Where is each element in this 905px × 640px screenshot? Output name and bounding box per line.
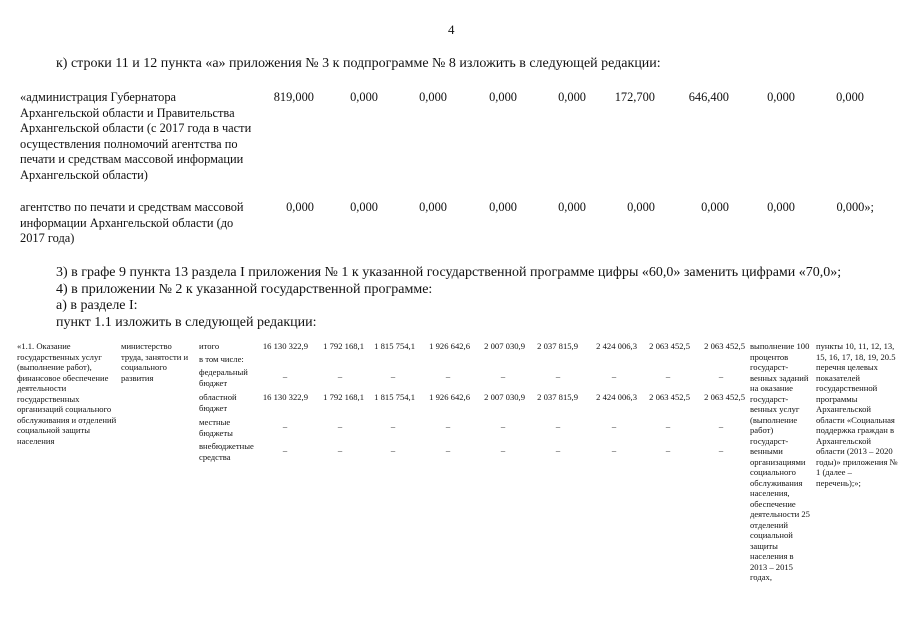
- program-value: –: [555, 445, 561, 455]
- paragraph-k: к) строки 11 и 12 пункта «а» приложения № 3 к подпрограмме № 8 изложить в следующей редакции:: [56, 56, 661, 71]
- table1-row-1-value-3: 0,000: [419, 90, 447, 104]
- program-value: 16 130 322,9: [262, 392, 308, 402]
- program-value: 2 063 452,5: [704, 341, 745, 351]
- program-value: –: [282, 421, 288, 431]
- paragraph-4: 4) в приложении № 2 к указанной государственной программе:: [56, 282, 433, 297]
- table1-row-1-value-8: 0,000: [767, 90, 795, 104]
- program-value: 1 792 168,1: [323, 392, 364, 402]
- program-value: –: [500, 371, 506, 381]
- table1-row-2-value-5: 0,000: [558, 200, 586, 214]
- source-label: в том числе:: [199, 354, 244, 364]
- table1-row-1-value-4: 0,000: [489, 90, 517, 104]
- program-value: 2 007 030,9: [484, 392, 525, 402]
- program-value: –: [555, 421, 561, 431]
- program-value: –: [390, 371, 396, 381]
- program-value: –: [337, 421, 343, 431]
- program-value: 1 926 642,6: [429, 341, 470, 351]
- program-value: –: [445, 445, 451, 455]
- program-value: 1 926 642,6: [429, 392, 470, 402]
- program-value: 2 063 452,5: [704, 392, 745, 402]
- source-label: внебюджетные средства: [199, 441, 254, 462]
- program-value: 2 037 815,9: [537, 341, 578, 351]
- result-cell: выполнение 100 процентов государст-венных заданий на оказание государст-венных услуг (выполнение работ) государст-венными организациями социального обслуживания населения, обеспечение деятельности 25 отделений социальной защиты населения в 2013 – 2015 годах,: [750, 341, 810, 582]
- program-value: –: [665, 371, 671, 381]
- program-value: –: [337, 371, 343, 381]
- indicators-cell: пункты 10, 11, 12, 13, 15, 16, 17, 18, 19, 20.5 перечня целевых показателей государственной программы Архангельской области «Социальная поддержка граждан в Архангельской области (2013 – 2020 годы)» приложения № 1 (далее – перечень);»;: [816, 341, 898, 488]
- program-value: 2 063 452,5: [649, 392, 690, 402]
- table1-row-2-value-2: 0,000: [350, 200, 378, 214]
- program-value: 1 792 168,1: [323, 341, 364, 351]
- program-value: 2 063 452,5: [649, 341, 690, 351]
- source-label: итого: [199, 341, 220, 351]
- source-label: областной бюджет: [199, 392, 237, 413]
- program-value: –: [445, 421, 451, 431]
- executor-cell: министерство труда, занятости и социального развития: [121, 341, 189, 383]
- table1-row-1-value-1: 819,000: [273, 90, 314, 104]
- table1-row-2-value-3: 0,000: [419, 200, 447, 214]
- program-value: –: [390, 445, 396, 455]
- program-value: –: [500, 421, 506, 431]
- program-value: –: [665, 445, 671, 455]
- program-value: –: [500, 445, 506, 455]
- program-value: –: [337, 445, 343, 455]
- paragraph-3: 3) в графе 9 пункта 13 раздела I приложения № 1 к указанной государственной программе цифры «60,0» заменить цифрами «70,0»;: [56, 265, 842, 280]
- program-value: 2 424 006,3: [596, 392, 637, 402]
- program-value: –: [718, 421, 724, 431]
- program-value: –: [718, 371, 724, 381]
- program-value: –: [445, 371, 451, 381]
- program-value: 1 815 754,1: [374, 392, 415, 402]
- table1-row-1-value-7: 646,400: [688, 90, 729, 104]
- table1-row-2-value-8: 0,000: [767, 200, 795, 214]
- activity-name: «1.1. Оказание государственных услуг (выполнение работ), финансовое обеспечение деятельности государственных организаций социального обслуживания и отделений социальной защиты населения: [17, 341, 117, 446]
- program-value: –: [390, 421, 396, 431]
- program-value: –: [555, 371, 561, 381]
- table1-row-2-value-4: 0,000: [489, 200, 517, 214]
- table1-row-1-value-9: 0,000: [836, 90, 864, 104]
- program-value: –: [611, 421, 617, 431]
- source-label: местные бюджеты: [199, 417, 233, 438]
- source-label: федеральный бюджет: [199, 367, 248, 388]
- program-value: –: [611, 445, 617, 455]
- table1-row-2-label: агентство по печати и средствам массовой информации Архангельской области (до 2017 года): [20, 200, 244, 246]
- table1-row-2-value-7: 0,000: [701, 200, 729, 214]
- program-value: 2 007 030,9: [484, 341, 525, 351]
- table1-row-1-value-6: 172,700: [614, 90, 655, 104]
- program-value: 2 037 815,9: [537, 392, 578, 402]
- table1-row-1-value-2: 0,000: [350, 90, 378, 104]
- page-number: 4: [448, 22, 455, 37]
- program-value: –: [282, 445, 288, 455]
- table1-row-1-label: «администрация Губернатора Архангельской области и Правительства Архангельской области (с 2017 года в части осуществления полномочий агентства по печати и средствам массовой информации Архангельской области): [20, 90, 252, 182]
- program-value: 16 130 322,9: [262, 341, 308, 351]
- program-value: –: [665, 421, 671, 431]
- table1-row-2-value-1: 0,000: [286, 200, 314, 214]
- paragraph-a: а) в разделе I:: [56, 298, 138, 313]
- program-value: –: [611, 371, 617, 381]
- program-value: 1 815 754,1: [374, 341, 415, 351]
- program-value: –: [282, 371, 288, 381]
- program-value: 2 424 006,3: [596, 341, 637, 351]
- program-value: –: [718, 445, 724, 455]
- table1-row-2-value-9: 0,000»;: [836, 200, 874, 214]
- table1-row-2-value-6: 0,000: [627, 200, 655, 214]
- table1-row-1-value-5: 0,000: [558, 90, 586, 104]
- paragraph-item: пункт 1.1 изложить в следующей редакции:: [56, 315, 317, 330]
